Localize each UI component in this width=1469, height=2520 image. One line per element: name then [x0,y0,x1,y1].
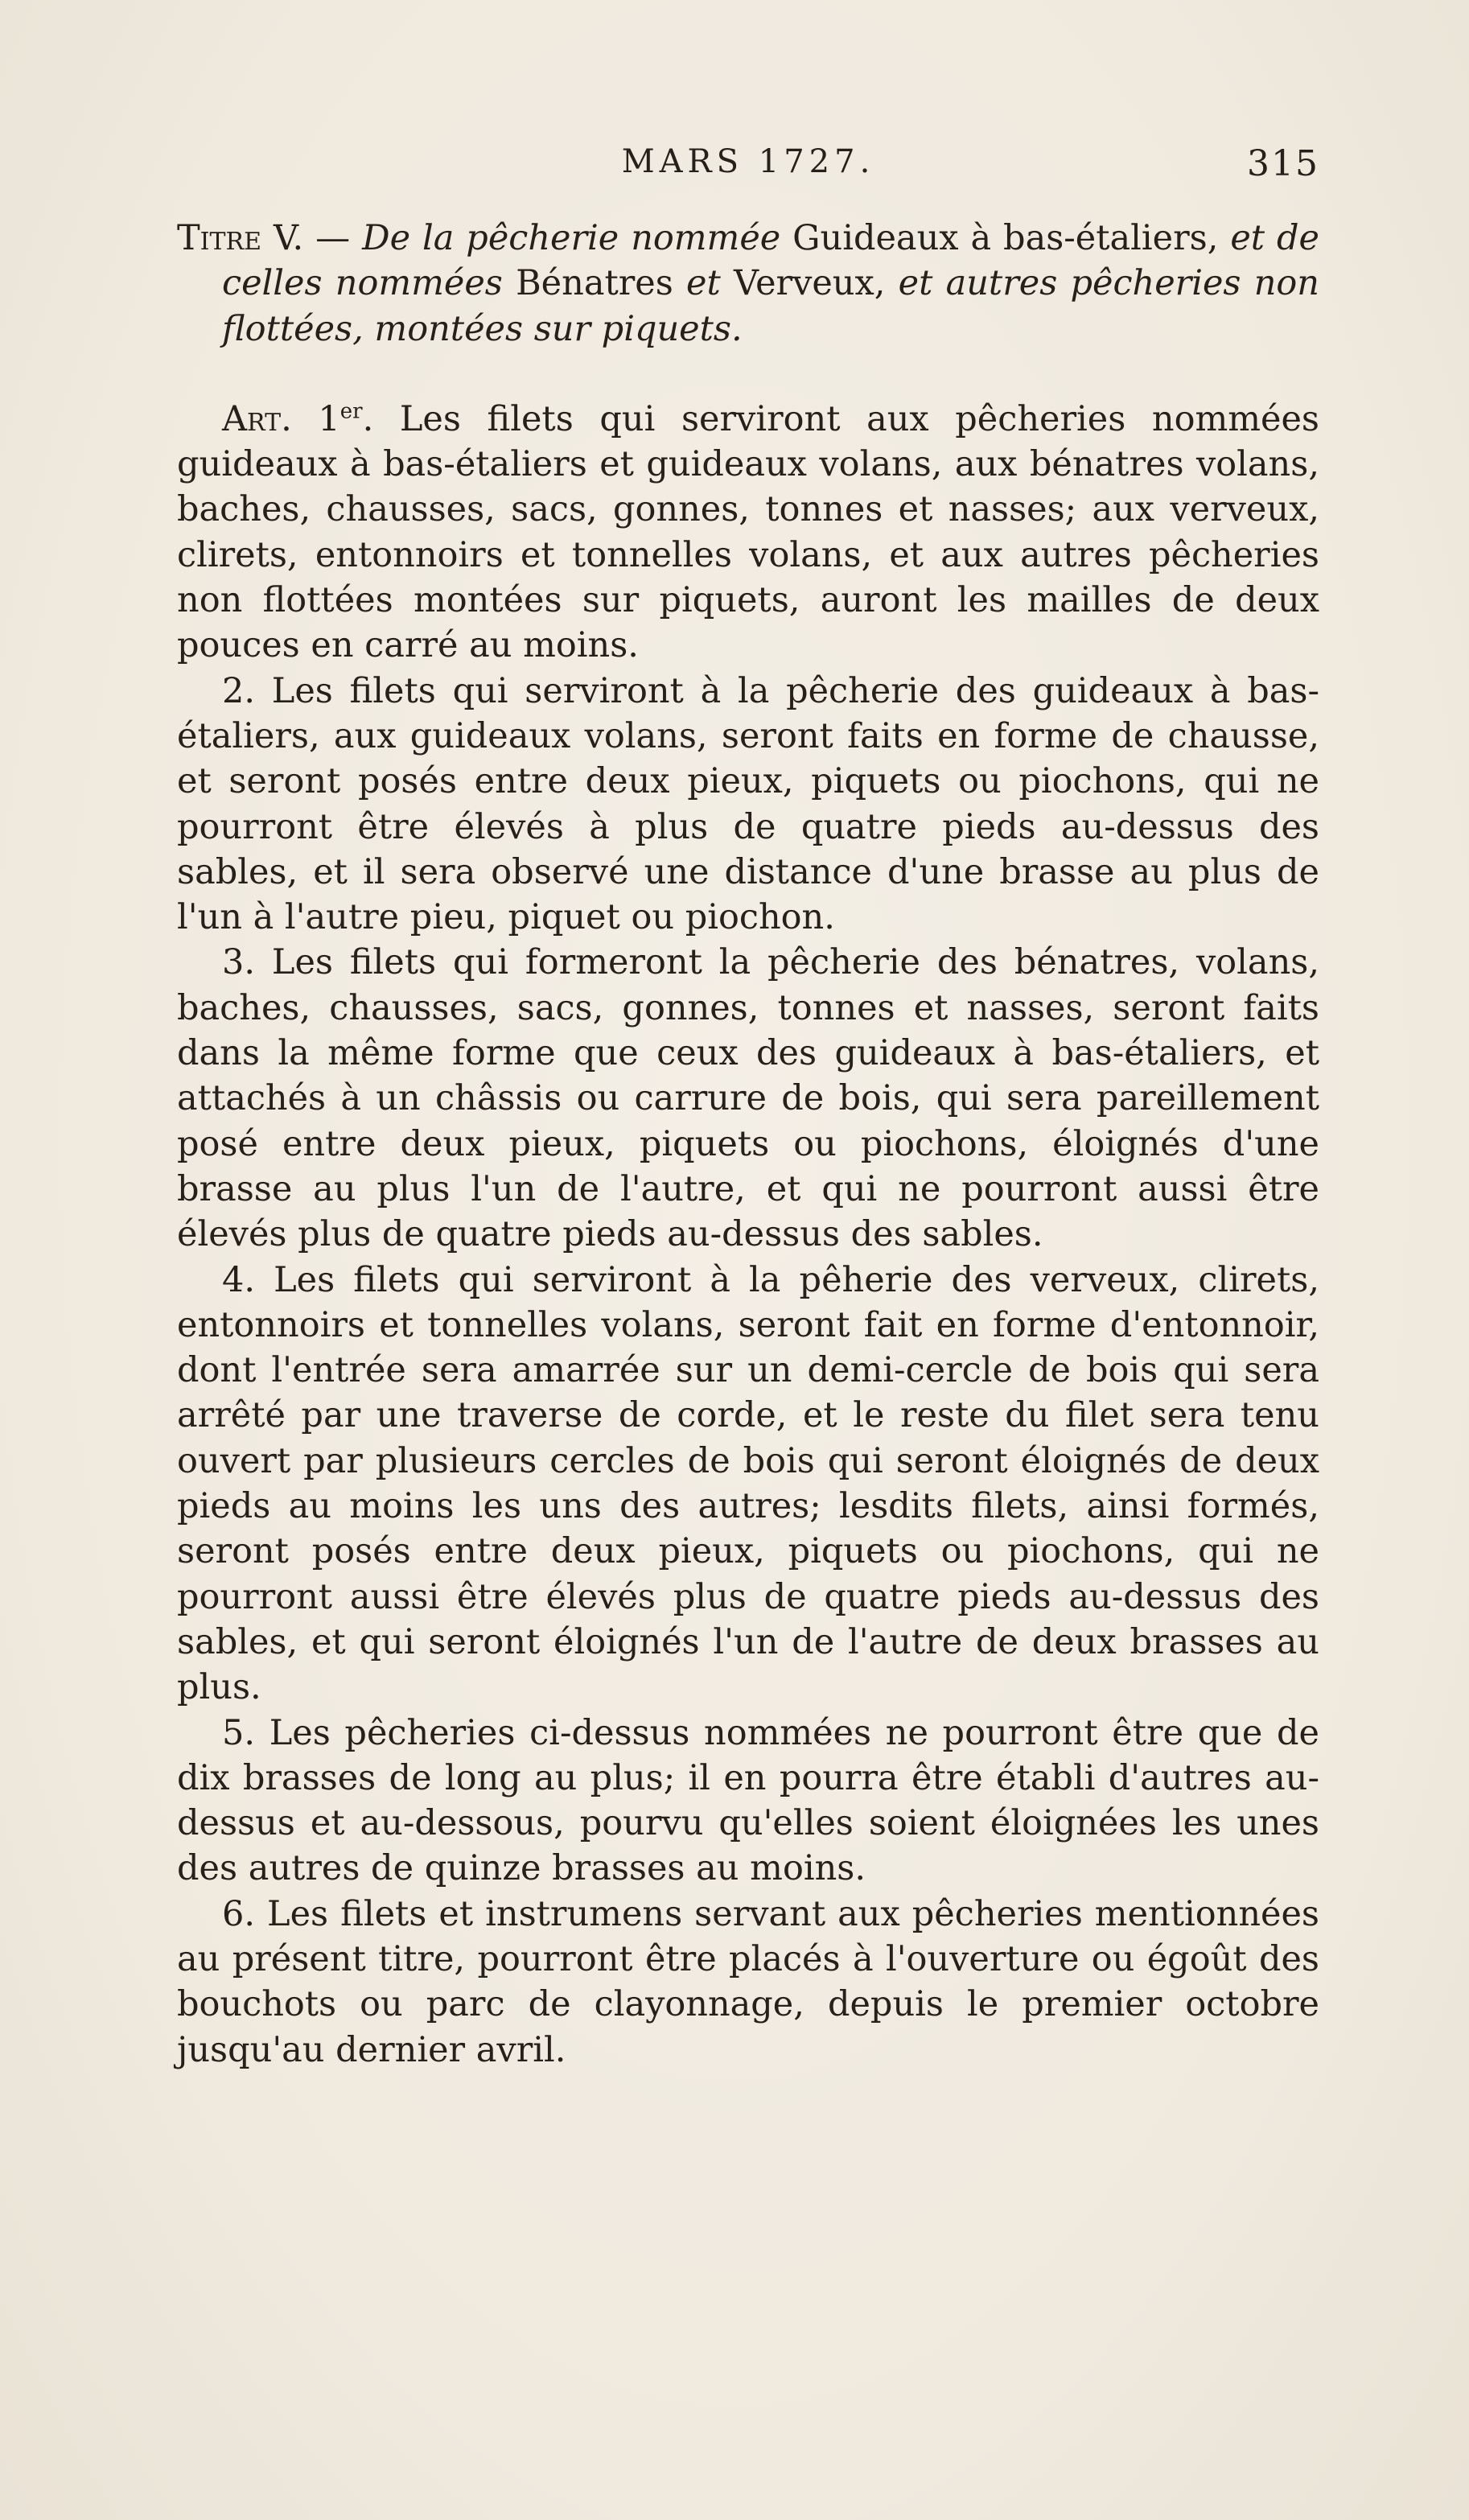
running-head [177,143,1319,191]
article-4-text: . Les filets qui serviront à la pêherie des verveux, clirets, entonnoirs et tonnelles volans, seront fait en forme d'entonnoir, dont l'entrée sera amarrée sur un demi-cercle de bois qui sera arrêté par une traverse de corde, et le reste du filet sera tenu ouvert par plusieurs cercles de bois qui seront éloignés de deux pieds au moins les uns des autres; lesdits filets, ainsi formés, seront posés entre deux pieux, piquets ou piochons, qui ne pourront aussi être élevés plus de quatre pieds au-dessus des sables, et qui seront éloignés l'un de l'autre de deux brasses au plus. [177,1259,1319,1708]
article-3-text: . Les filets qui formeront la pêcherie des bénatres, volans, baches, chausses, sacs, gonnes, tonnes et nasses, seront faits dans la même forme que ceux des guideaux à bas-étaliers, et attachés à un châssis ou carrure de bois, qui sera pareillement posé entre deux pieux, piquets ou piochons, éloignés d'une brasse au plus l'un de l'autre, et qui ne pourront aussi être élevés plus de quatre pieds au-dessus des sables. [177,942,1319,1255]
article-3-label: 3 [222,942,245,983]
title-label: Titre V. [177,218,304,258]
title-part4: Bénatres [502,263,687,304]
title-part2: Guideaux à bas-étaliers, [780,218,1231,258]
article-2 [177,669,1319,941]
article-4-label: 4 [222,1259,245,1300]
article-2-label: 2 [222,670,245,711]
article-1-label: Art. 1 [222,398,340,439]
title-part3: et de celles nommées [222,218,1320,304]
section-title [177,216,1319,352]
article-5-text: . Les pêcheries ci-dessus nommées ne pourront être que de dix brasses de long au plus; il en pourra être établi d'autres au-dessus et au-dessous, pourvu qu'elles soient éloignées les unes des autres de quinze brasses au moins. [177,1712,1319,1889]
article-1 [177,397,1319,669]
title-part7: et autres pêcheries non flottées, montées sur piquets. [222,263,1319,349]
title-part1: De la pêcherie nommée [362,218,781,258]
heading-spacer [177,352,1319,397]
article-6 [177,1892,1319,2073]
article-5-label: 5 [222,1712,245,1753]
article-1-sup: er [339,399,363,424]
article-5 [177,1711,1319,1892]
running-head-title: MARS 1727. [621,143,875,180]
article-1-text: . Les filets qui serviront aux pêcheries nommées guideaux à bas-étaliers et guideaux volans, aux bénatres volans, baches, chausses, sacs, gonnes, tonnes et nasses; aux verveux, clirets, entonnoirs et tonnelles volans, et aux autres pêcheries non flottées montées sur piquets, auront les mailles de deux pouces en carré au moins. [177,398,1319,666]
text-block [177,216,1319,2073]
article-4 [177,1258,1319,1711]
article-3 [177,940,1319,1257]
title-dash: — [303,218,363,258]
article-6-label: 6 [222,1893,245,1934]
article-6-text: . Les filets et instrumens servant aux pêcheries mentionnées au présent titre, pourront être placés à l'ouverture ou égoût des bouchots ou parc de clayonnage, depuis le premier octobre jusqu'au dernier avril. [177,1893,1319,2070]
title-part6: Verveux, [720,263,899,304]
page-number: 315 [1247,143,1319,184]
title-part5: et [686,263,721,304]
article-2-text: . Les filets qui serviront à la pêcherie des guideaux à bas-étaliers, aux guideaux volans, seront faits en forme de chausse, et seront posés entre deux pieux, piquets ou piochons, qui ne pourront être élevés à plus de quatre pieds au-dessus des sables, et il sera observé une distance d'une brasse au plus de l'un à l'autre pieu, piquet ou piochon. [177,670,1319,938]
